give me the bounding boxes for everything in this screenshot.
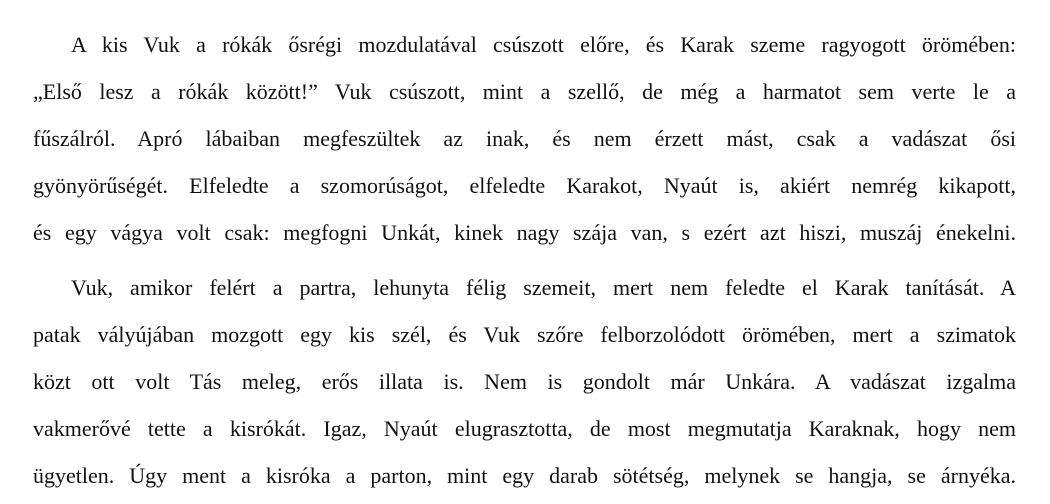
text-line: ügyetlen. Úgy ment a kisróka a parton, mint egy darab sötétség, melynek se hangja, se árnyéka.	[33, 463, 1016, 488]
document-page	[33, 26, 1016, 504]
text-line: A kis Vuk a rókák ősrégi mozdulatával csúszott előre, és Karak szeme ragyogott örömében:	[71, 32, 1016, 57]
text-line: „Első lesz a rókák között!” Vuk csúszott, mint a szellő, de még a harmatot sem verte le a	[33, 79, 1016, 104]
text-line: és egy vágya volt csak: megfogni Unkát, kinek nagy szája van, s ezért azt hiszi, muszáj énekelni.	[33, 220, 1016, 245]
paragraph-2	[33, 269, 1016, 504]
text-line: patak vályújában mozgott egy kis szél, és Vuk szőre felborzolódott örömében, mert a szimatok	[33, 322, 1016, 347]
paragraph-1	[33, 26, 1016, 261]
text-line: fűszálról. Apró lábaiban megfeszültek az inak, és nem érzett mást, csak a vadászat ősi	[33, 126, 1016, 151]
text-line: gyönyörűségét. Elfeledte a szomorúságot, elfeledte Karakot, Nyaút is, akiért nemrég kikapott,	[33, 173, 1016, 198]
text-line: Vuk, amikor felért a partra, lehunyta félig szemeit, mert nem feledte el Karak tanítását. A	[71, 275, 1016, 300]
text-line: vakmerővé tette a kisrókát. Igaz, Nyaút elugrasztotta, de most megmutatja Karaknak, hogy nem	[33, 416, 1016, 441]
text-line: közt ott volt Tás meleg, erős illata is. Nem is gondolt már Unkára. A vadászat izgalma	[33, 369, 1016, 394]
